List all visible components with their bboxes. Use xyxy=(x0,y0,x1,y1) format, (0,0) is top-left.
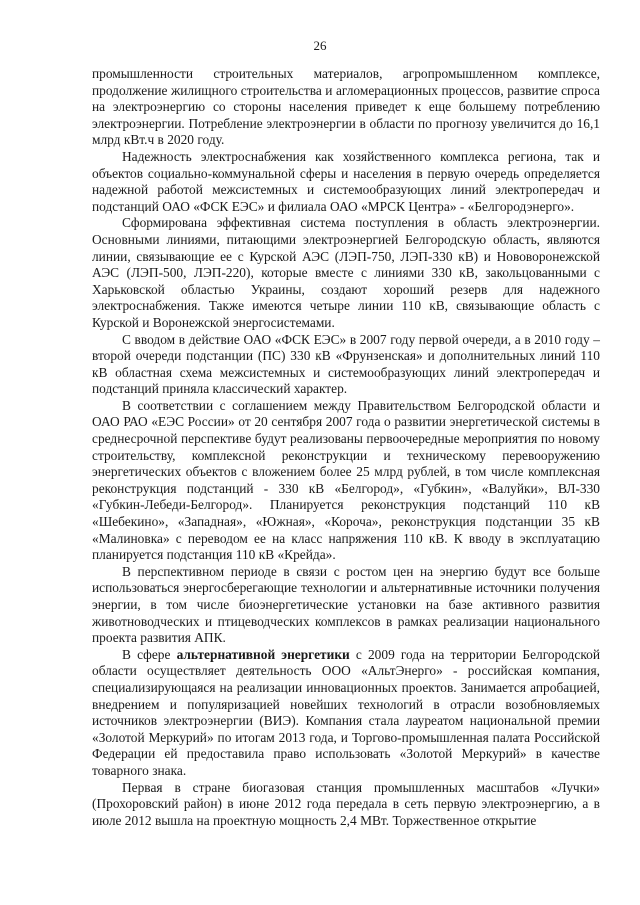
alt-energy-text: с 2009 года на территории Белгородской области осуществляет деятельность ООО «АльтЭнерго» - российская компания, специализирующаяся на реализации инновационных проектов. Занимается апробацией, внедрением и популяризацией новейших технологий в отрасли возобновляемых источников электроэнергии (ВИЭ). Компания стала лауреатом национальной премии «Золотой Меркурий» по итогам 2013 года, и Торгово-промышленная палата Российской Федерации ей предоставила право использовать «Золотой Меркурий» в качестве товарного знака. xyxy=(92,646,601,778)
paragraph-fsk-commissioning: С вводом в действие ОАО «ФСК ЕЭС» в 2007 году первой очереди, а в 2010 году – второй очереди подстанции (ПС) 330 кВ «Фрунзенская» и дополнительных линий 110 кВ областная схема межсистемных и системообразующих линий электропередач и подстанций приняла классический характер. xyxy=(92,331,600,397)
paragraph-alternative-energy xyxy=(92,647,600,780)
alt-energy-prefix: В сфере xyxy=(122,646,177,662)
paragraph-supply-system: Сформирована эффективная система поступления в область электроэнергии. Основными линиями, питающими электроэнергией Белгородскую область, являются линии, связывающие ее с Курской АЭС (ЛЭП-750, ЛЭП-330 кВ) и Нововоронежской АЭС (ЛЭП-500, ЛЭП-220), которые вместе с линиями 330 кВ, закольцованными с Харьковской областью Украины, создают хороший резерв для надежного электроснабжения. Также имеются четыре линии 110 кВ, связывающие область с Курской и Воронежской энергосистемами. xyxy=(92,215,600,330)
paragraph-agreement: В соответствии с соглашением между Правительством Белгородской области и ОАО РАО «ЕЭС России» от 20 сентября 2007 года о развитии энергетической системы в среднесрочной перспективе будут реализованы первоочередные мероприятия по новому строительству, комплексной реконструкции и техническому перевооружению энергетических объектов с вложением более 25 млрд рублей, в том числе комплексная реконструкция подстанций - 330 кВ «Белгород», «Губкин», «Валуйки», ВЛ-330 «Губкин-Лебеди-Белгород». Планируется реконструкция подстанций 110 кВ «Шебекино», «Западная», «Южная», «Короча», реконструкция подстанции 35 кВ «Малиновка» с переводом ее на класс напряжения 110 кВ. К вводу в эксплуатацию планируется подстанция 110 кВ «Крейда». xyxy=(92,397,600,563)
paragraph-reliability: Надежность электроснабжения как хозяйственного комплекса региона, так и объектов социально-коммунальной сферы и населения в первую очередь определяется надежной работой межсистемных и системообразующих линий электропередач и подстанций ОАО «ФСК ЕЭС» и филиала ОАО «МРСК Центра» - «Белгородэнерго». xyxy=(92,148,600,214)
paragraph-biogas-station: Первая в стране биогазовая станция промышленных масштабов «Лучки» (Прохоровский район) в июне 2012 года передала в сеть первую электроэнергию, а в июле 2012 вышла на проектную мощность 2,4 МВт. Торжественное открытие xyxy=(92,779,600,828)
document-body xyxy=(92,66,600,829)
page-number: 26 xyxy=(313,38,327,53)
paragraph-energy-saving: В перспективном периоде в связи с ростом цен на энергию будут все больше использоваться энергосберегающие технологии и альтернативные источники получения энергии, в том числе биоэнергетические установки на базе активного развития животноводческих и птицеводческих комплексов в рамках реализации национального проекта развития АПК. xyxy=(92,563,600,646)
alt-energy-bold-term: альтернативной энергетики xyxy=(176,646,350,662)
paragraph-continuation: промышленности строительных материалов, агропромышленном комплексе, продолжение жилищного строительства и агломерационных процессов, развитие спроса на электроэнергию со стороны населения приведет к еще большему потреблению электроэнергии. Потребление электроэнергии в области по прогнозу увеличится до 16,1 млрд кВт.ч в 2020 году. xyxy=(92,66,600,148)
